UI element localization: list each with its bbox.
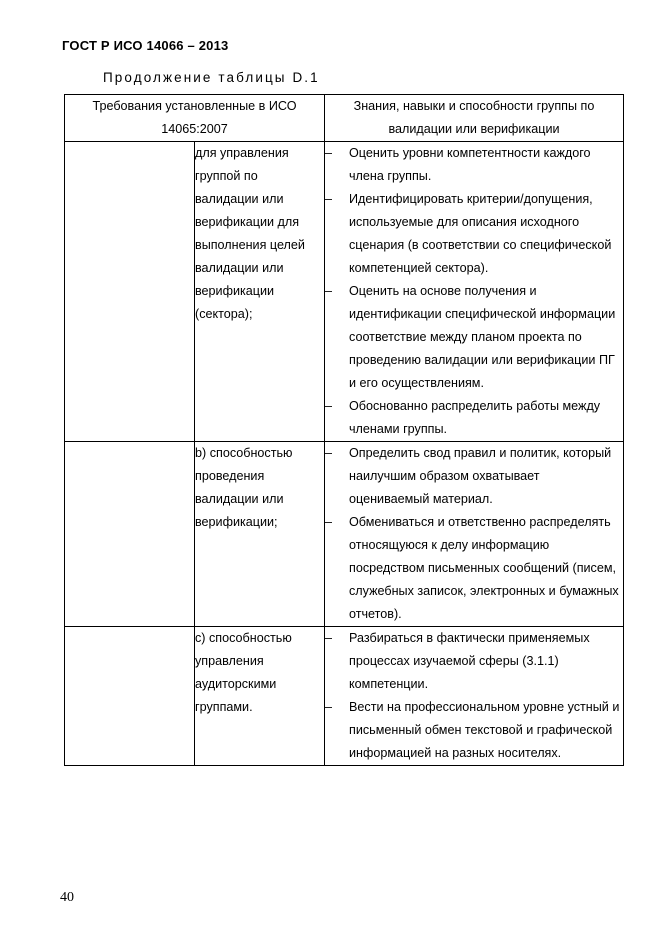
knowledge-cell: [325, 142, 624, 442]
list-item-text: Обоснованно распределить работы между членами группы.: [349, 399, 601, 436]
requirement-cell: b) способностью проведения валидации или верификации;: [195, 442, 325, 627]
list-item: [325, 627, 623, 696]
list-item-text: Оценить уровни компетентности каждого члена группы.: [349, 146, 591, 183]
list-item: [325, 696, 623, 765]
list-item: [325, 188, 623, 280]
dash-marker: –: [325, 284, 333, 298]
table-row: [65, 627, 624, 766]
list-item-text: Оценить на основе получения и идентификации специфической информации соответствие между планом проекта по проведению валидации или верификации ПГ и его осуществлениям.: [349, 284, 616, 390]
list-item-text: Идентифицировать критерии/допущения, используемые для описания исходного сценария (в соответствии со специфической компетенцией сектора).: [349, 192, 612, 275]
list-item: [325, 442, 623, 511]
dash-marker: –: [325, 631, 333, 645]
knowledge-cell: [325, 627, 624, 766]
requirements-table: [64, 94, 624, 766]
dash-marker: –: [325, 515, 333, 529]
table-row: [65, 442, 624, 627]
knowledge-cell: [325, 442, 624, 627]
list-item-text: Разбираться в фактически применяемых процессах изучаемой сферы (3.1.1) компетенции.: [349, 631, 590, 691]
list-item-text: Вести на профессиональном уровне устный и письменный обмен текстовой и графической информацией на разных носителях.: [349, 700, 620, 760]
empty-cell: [65, 142, 195, 442]
list-item-text: Определить свод правил и политик, который наилучшим образом охватывает оцениваемый материал.: [349, 446, 612, 506]
dash-marker: –: [325, 700, 333, 714]
table-row: [65, 142, 624, 442]
requirement-cell: для управления группой по валидации или верификации для выполнения целей валидации или верификации (сектора);: [195, 142, 325, 442]
list-item: [325, 395, 623, 441]
dash-marker: –: [325, 192, 333, 206]
list-item-text: Обмениваться и ответственно распределять относящуюся к делу информацию посредством письменных сообщений (писем, служебных записок, электронных и бумажных отчетов).: [349, 515, 619, 621]
list-item: [325, 280, 623, 395]
dash-marker: –: [325, 399, 333, 413]
document-header: ГОСТ Р ИСО 14066 – 2013: [62, 38, 229, 53]
requirement-cell: c) способностью управления аудиторскими группами.: [195, 627, 325, 766]
empty-cell: [65, 442, 195, 627]
list-item: [325, 511, 623, 626]
table-caption: Продолжение таблицы D.1: [103, 70, 320, 85]
table-header-row: [65, 95, 624, 142]
list-item: [325, 142, 623, 188]
column-header-requirements: Требования установленные в ИСО 14065:2007: [65, 95, 325, 142]
empty-cell: [65, 627, 195, 766]
column-header-knowledge: Знания, навыки и способности группы по валидации или верификации: [325, 95, 624, 142]
page-number: 40: [60, 890, 74, 905]
dash-marker: –: [325, 146, 333, 160]
dash-marker: –: [325, 446, 333, 460]
